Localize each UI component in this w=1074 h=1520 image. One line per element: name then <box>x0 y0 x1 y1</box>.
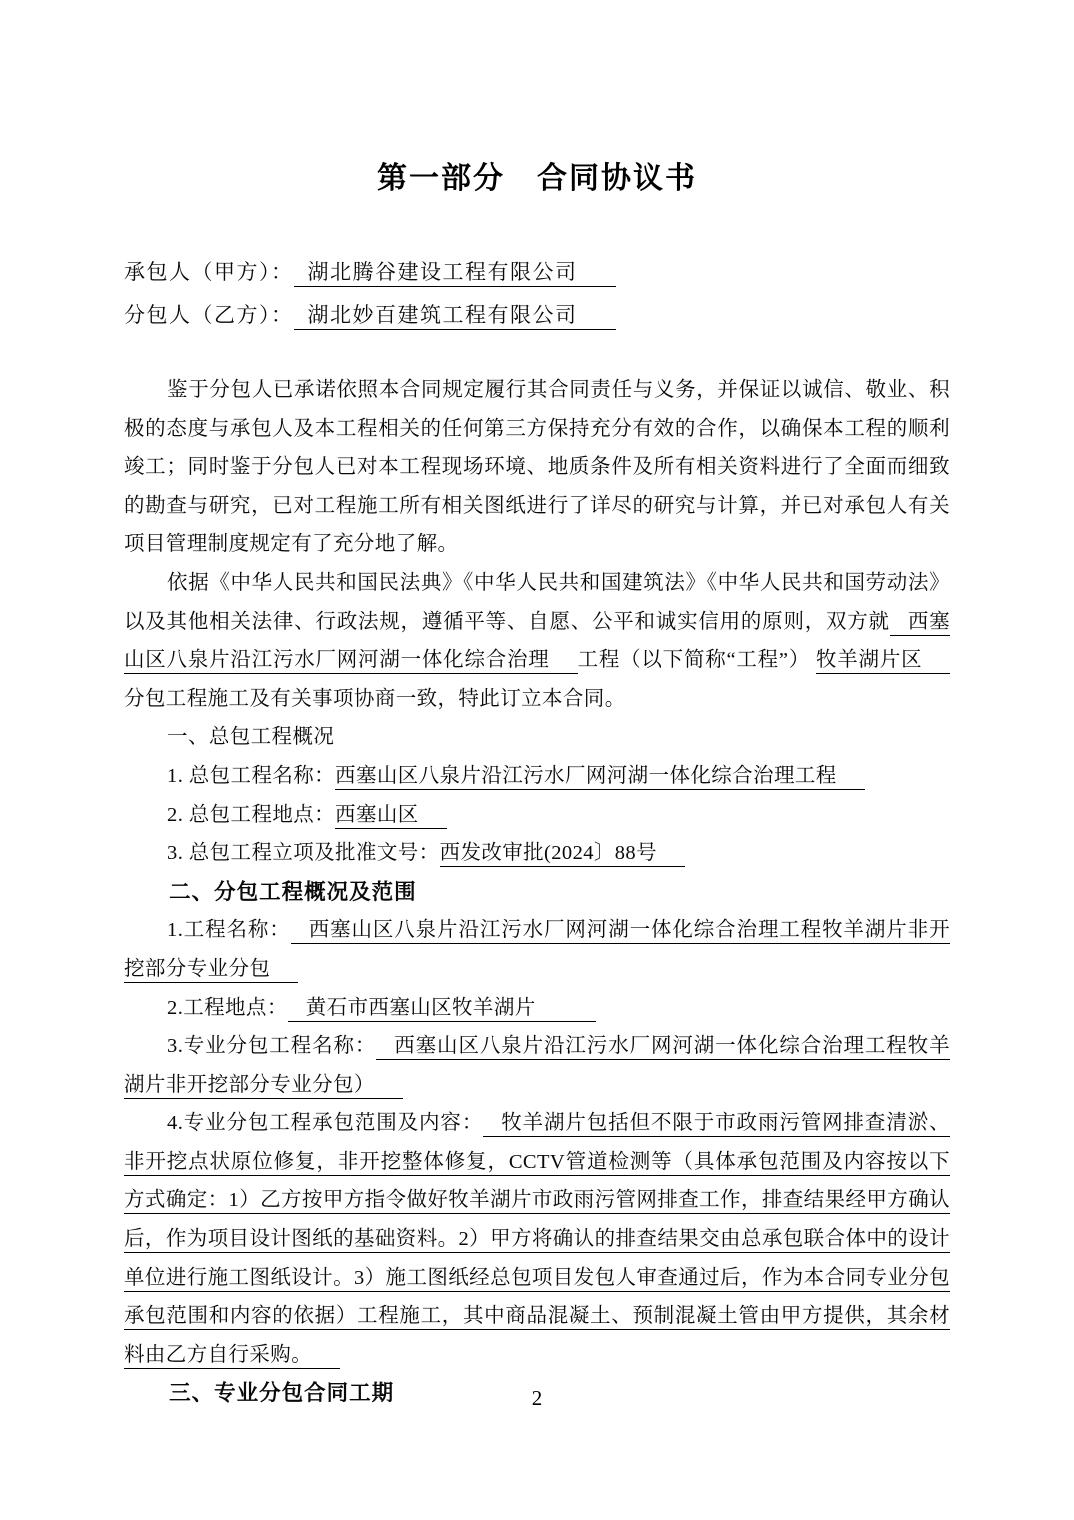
section-2-item-4-label: 4.专业分包工程承包范围及内容： <box>167 1112 484 1135</box>
section-2-item-1 <box>124 911 950 988</box>
section-2-item-2-label: 2.工程地点： <box>167 996 288 1019</box>
section-1-item-2-value-underline: 西塞山区 <box>335 804 447 829</box>
section-2-item-3-value-underline: 西塞山区八泉片沿江污水厂网河湖一体化综合治理工程牧羊湖片非开挖部分专业分包） <box>124 1035 950 1099</box>
document-content <box>124 0 950 1413</box>
section-1-item-2-label: 2. 总包工程地点： <box>167 803 336 826</box>
section-2-item-1-value-underline: 西塞山区八泉片沿江污水厂网河湖一体化综合治理工程牧羊湖片非开挖部分专业分包 <box>124 919 950 983</box>
subcontractor-name-underline: 湖北妙百建筑工程有限公司 <box>294 303 616 330</box>
section-2-item-3-label: 3.专业分包工程名称： <box>167 1035 377 1058</box>
section-2-item-4 <box>124 1104 950 1374</box>
preamble-paragraph-1: 鉴于分包人已承诺依照本合同规定履行其合同责任与义务，并保证以诚信、敬业、积极的态度与承包人及本工程相关的任何第三方保持充分有效的合作，以确保本工程的顺利竣工；同时鉴于分包人已对本工程现场环境、地质条件及所有相关资料进行了全面而细致的勘查与研究，已对工程施工所有相关图纸进行了详尽的研究与计算，并已对承包人有关项目管理制度规定有了充分地了解。 <box>124 379 950 556</box>
section-2-item-2 <box>124 989 950 1028</box>
section-1-item-1 <box>124 757 950 796</box>
contractor-name-underline: 湖北腾谷建设工程有限公司 <box>294 260 616 287</box>
section-1-item-1-label: 1. 总包工程名称： <box>167 764 336 787</box>
preamble-mid-text: 工程（以下简称“工程”） <box>577 649 811 672</box>
subcontractor-line <box>124 294 950 337</box>
page-title: 第一部分 合同协议书 <box>377 162 697 195</box>
section-2-item-4-value-underline: 牧羊湖片包括但不限于市政雨污管网排查清淤、非开挖点状原位修复，非开挖整体修复，CCTV管道检测等（具体承包范围及内容按以下方式确定：1）乙方按甲方指令做好牧羊湖片市政雨污管网排查工作，排查结果经甲方确认后，作为项目设计图纸的基础资料。2）甲方将确认的排查结果交由总承包联合体中的设计单位进行施工图纸设计。3）施工图纸经总包项目发包人审查通过后，作为本合同专业分包承包范围和内容的依据）工程施工，其中商品混凝土、预制混凝土管由甲方提供，其余材料由乙方自行采购。 <box>124 1112 950 1369</box>
section-2-item-3 <box>124 1027 950 1104</box>
subcontractor-label: 分包人（乙方）： <box>124 303 294 327</box>
preamble-tail-text: 分包工程施工及有关事项协商一致，特此订立本合同。 <box>124 687 626 710</box>
page-number: 2 <box>531 1386 543 1410</box>
section-1-heading: 一、总包工程概况 <box>167 726 335 749</box>
section-1-item-2 <box>124 796 950 835</box>
project-name-underline: 西塞山区八泉片沿江污水厂网河湖一体化综合治理 <box>124 611 950 675</box>
preamble-lead-text: 依据《中华人民共和国民法典》《中华人民共和国建筑法》《中华人民共和国劳动法》以及其他相关法律、行政法规，遵循平等、自愿、公平和诚实信用的原则，双方就 <box>124 571 950 633</box>
section-1-item-3 <box>124 834 950 873</box>
parties-block <box>124 251 950 337</box>
contractor-line <box>124 251 950 294</box>
contractor-label: 承包人（甲方）： <box>124 260 294 284</box>
section-1-item-1-value-underline: 西塞山区八泉片沿江污水厂网河湖一体化综合治理工程 <box>335 765 865 790</box>
section-1-item-3-value-underline: 西发改审批(2024〕88号 <box>440 842 685 867</box>
preamble-paragraph-2 <box>124 564 950 718</box>
section-3-heading: 三、专业分包合同工期 <box>169 1381 395 1406</box>
section-2-heading: 二、分包工程概况及范围 <box>169 879 417 904</box>
area-name-underline: 牧羊湖片区 <box>816 649 950 674</box>
section-2-item-2-value-underline: 黄石市西塞山区牧羊湖片 <box>288 997 596 1022</box>
section-1-item-3-label: 3. 总包工程立项及批准文号： <box>167 842 440 865</box>
section-2-item-1-label: 1.工程名称： <box>167 919 291 942</box>
